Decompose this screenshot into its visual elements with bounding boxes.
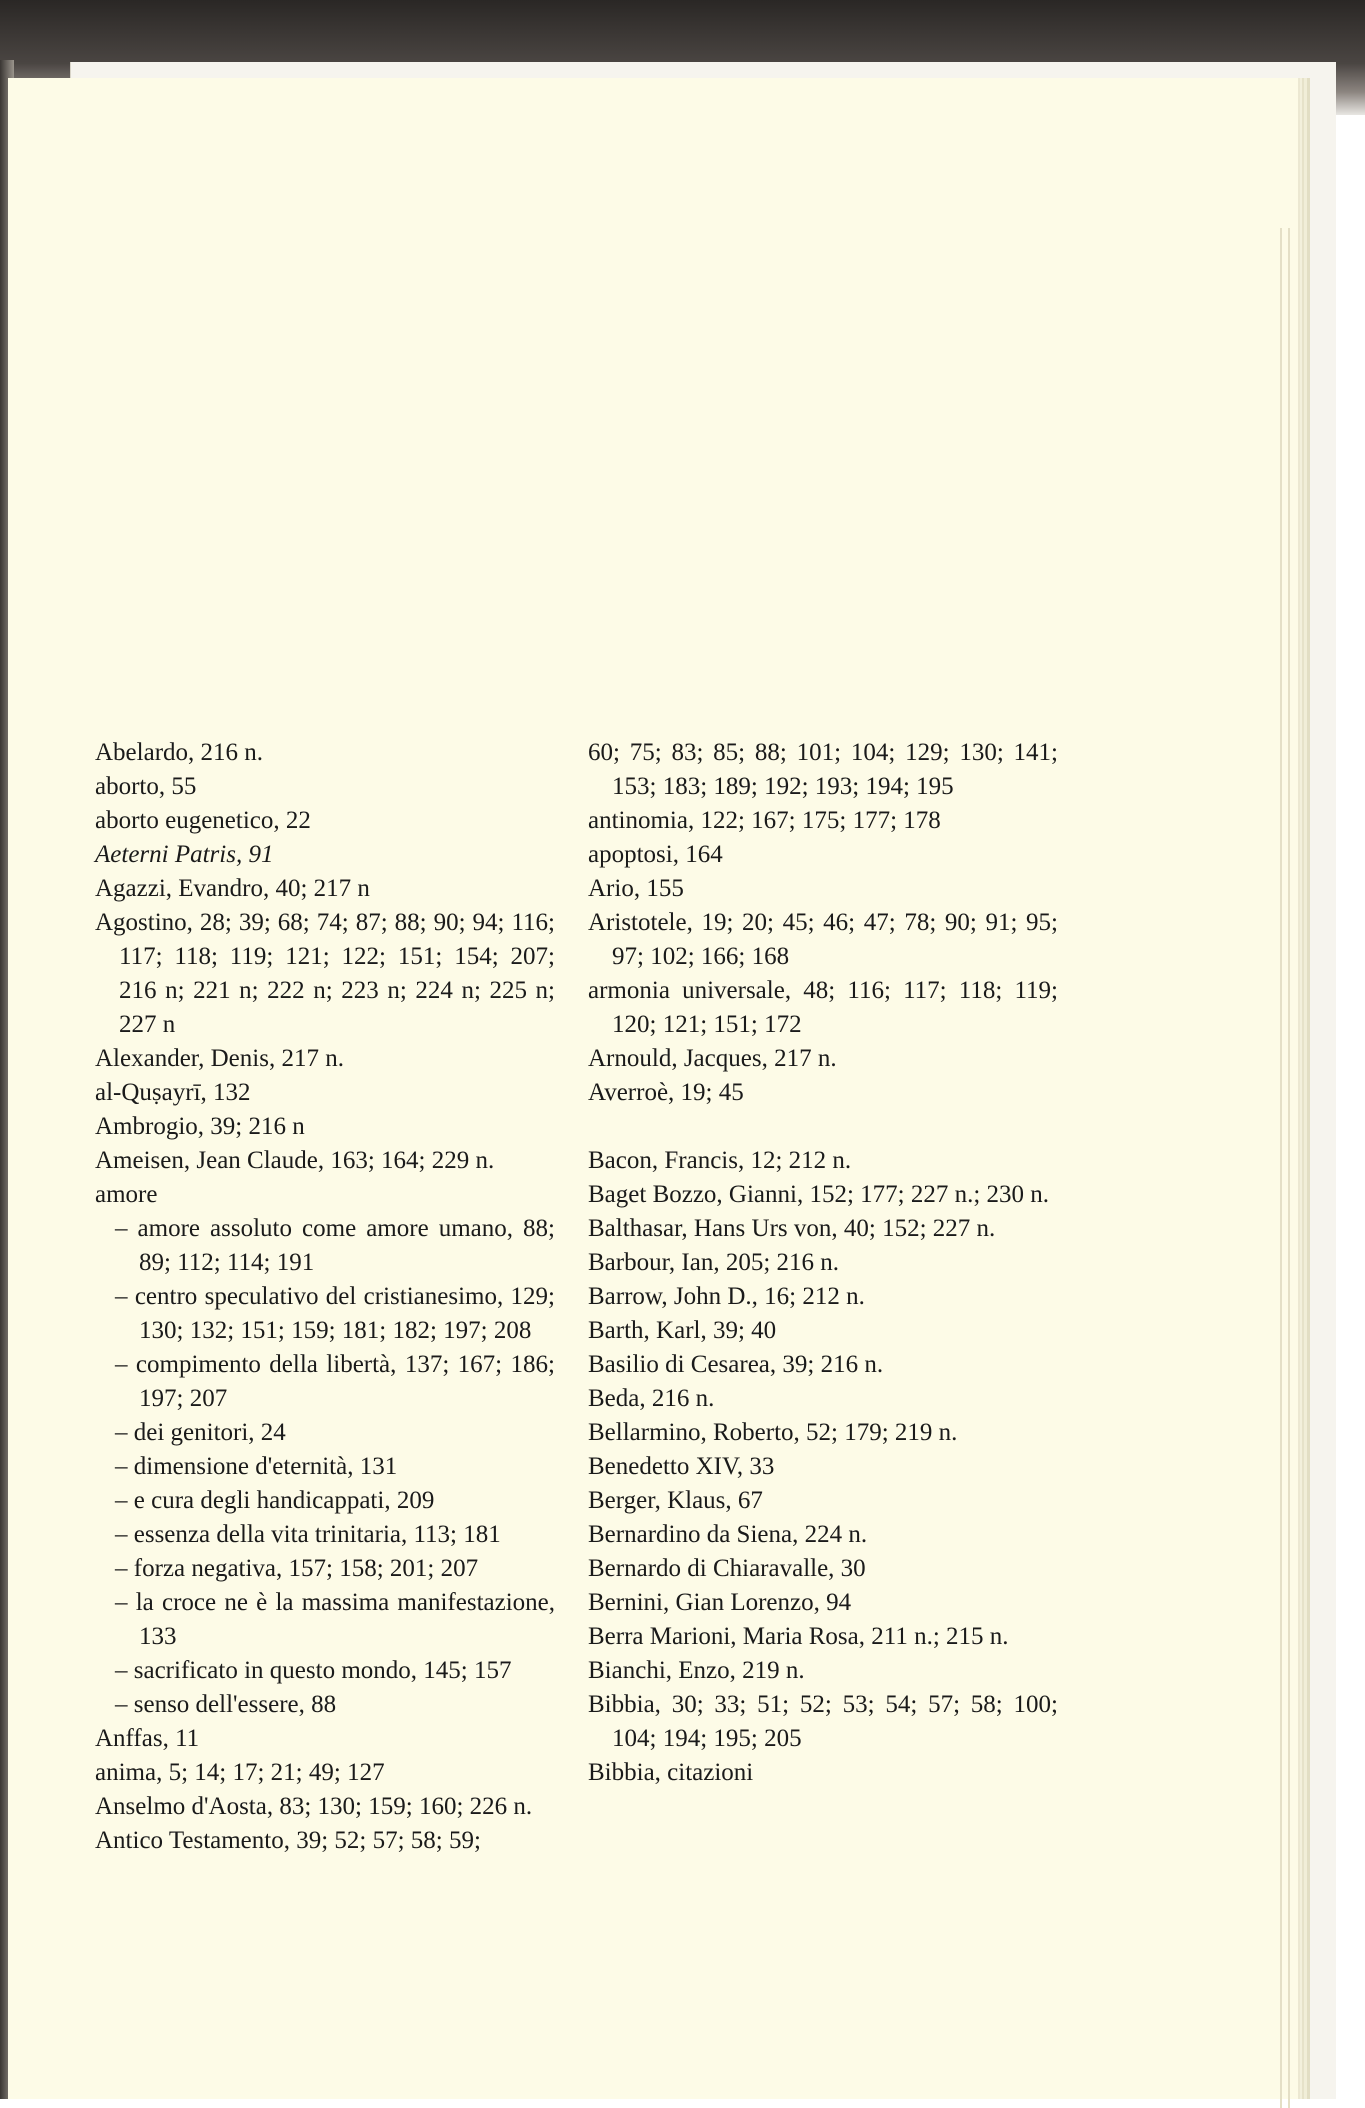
index-entry: Bernardo di Chiaravalle, 30 — [588, 1555, 866, 1582]
index-subentry: – senso dell'essere, 88 — [115, 1691, 337, 1718]
index-entry: Aristotele, 19; 20; 45; 46; 47; 78; 90; 91; 95; 97; 102; 166; 168 — [588, 909, 1058, 970]
index-entry: Aeterni Patris, 91 — [95, 841, 274, 868]
index-entry: Berger, Klaus, 67 — [588, 1487, 763, 1514]
index-entry: Ambrogio, 39; 216 n — [95, 1113, 305, 1140]
index-entry: Averroè, 19; 45 — [588, 1079, 744, 1106]
index-subentry: – essenza della vita trinitaria, 113; 181 — [115, 1521, 501, 1548]
index-entry: Benedetto XIV, 33 — [588, 1453, 775, 1480]
index-entry: Baget Bozzo, Gianni, 152; 177; 227 n.; 230 n. — [588, 1181, 1050, 1208]
index-entry: Beda, 216 n. — [588, 1385, 715, 1412]
index-entry: Abelardo, 216 n. — [95, 739, 264, 766]
index-entry: Basilio di Cesarea, 39; 216 n. — [588, 1351, 884, 1378]
index-entry: Bernini, Gian Lorenzo, 94 — [588, 1589, 852, 1616]
index-entry: Agazzi, Evandro, 40; 217 n — [95, 875, 370, 902]
index-entry: Bellarmino, Roberto, 52; 179; 219 n. — [588, 1419, 958, 1446]
index-entry: Bibbia, citazioni — [588, 1759, 754, 1786]
index-entry: apoptosi, 164 — [588, 841, 723, 868]
index-entry: 60; 75; 83; 85; 88; 101; 104; 129; 130; 141; 153; 183; 189; 192; 193; 194; 195 — [588, 739, 1058, 800]
index-entry: Barth, Karl, 39; 40 — [588, 1317, 777, 1344]
section-gap — [588, 1110, 1058, 1144]
index-subentry: – sacrificato in questo mondo, 145; 157 — [115, 1657, 512, 1684]
index-subentry: – centro speculativo del cristianesimo, 129; 130; 132; 151; 159; 181; 182; 197; 208 — [115, 1283, 555, 1344]
index-column-left — [95, 736, 555, 1858]
index-entry: Berra Marioni, Maria Rosa, 211 n.; 215 n. — [588, 1623, 1009, 1650]
index-entry: aborto eugenetico, 22 — [95, 807, 311, 834]
page-edge-line — [1280, 228, 1282, 2108]
index-entry: anima, 5; 14; 17; 21; 49; 127 — [95, 1759, 385, 1786]
index-entry: antinomia, 122; 167; 175; 177; 178 — [588, 807, 941, 834]
index-entry: Bernardino da Siena, 224 n. — [588, 1521, 868, 1548]
index-entry: Bibbia, 30; 33; 51; 52; 53; 54; 57; 58; 100; 104; 194; 195; 205 — [588, 1691, 1058, 1752]
index-entry: Anselmo d'Aosta, 83; 130; 159; 160; 226 n. — [95, 1793, 533, 1820]
index-entry: amore — [95, 1181, 158, 1208]
index-entry: aborto, 55 — [95, 773, 197, 800]
index-entry: Anffas, 11 — [95, 1725, 200, 1752]
index-entry: Ameisen, Jean Claude, 163; 164; 229 n. — [95, 1147, 495, 1174]
index-entry: Antico Testamento, 39; 52; 57; 58; 59; — [95, 1827, 481, 1854]
index-entry: Alexander, Denis, 217 n. — [95, 1045, 344, 1072]
page-edge-line — [1288, 228, 1290, 2108]
index-subentry: – e cura degli handicappati, 209 — [115, 1487, 435, 1514]
index-subentry: – amore assoluto come amore umano, 88; 89; 112; 114; 191 — [115, 1215, 555, 1276]
index-entry: Ario, 155 — [588, 875, 684, 902]
index-entry: Agostino, 28; 39; 68; 74; 87; 88; 90; 94; 116; 117; 118; 119; 121; 122; 151; 154; 207; 216 n; 221 n; 222 n; 223 n; 224 n; 225 n; 227 n — [95, 909, 555, 1038]
index-subentry: – dimensione d'eternità, 131 — [115, 1453, 398, 1480]
index-entry: al-Quṣayrī, 132 — [95, 1079, 251, 1106]
index-subentry: – dei genitori, 24 — [115, 1419, 286, 1446]
index-entry: Bianchi, Enzo, 219 n. — [588, 1657, 805, 1684]
index-entry: Barbour, Ian, 205; 216 n. — [588, 1249, 840, 1276]
index-entry: Arnould, Jacques, 217 n. — [588, 1045, 837, 1072]
index-entry: armonia universale, 48; 116; 117; 118; 119; 120; 121; 151; 172 — [588, 977, 1058, 1038]
index-entry: Barrow, John D., 16; 212 n. — [588, 1283, 865, 1310]
index-entry: Bacon, Francis, 12; 212 n. — [588, 1147, 852, 1174]
index-entry: Balthasar, Hans Urs von, 40; 152; 227 n. — [588, 1215, 996, 1242]
index-subentry: – compimento della libertà, 137; 167; 186; 197; 207 — [115, 1351, 555, 1412]
index-column-right — [588, 736, 1058, 1790]
index-subentry: – la croce ne è la massima manifestazione, 133 — [115, 1589, 555, 1650]
index-subentry: – forza negativa, 157; 158; 201; 207 — [115, 1555, 479, 1582]
